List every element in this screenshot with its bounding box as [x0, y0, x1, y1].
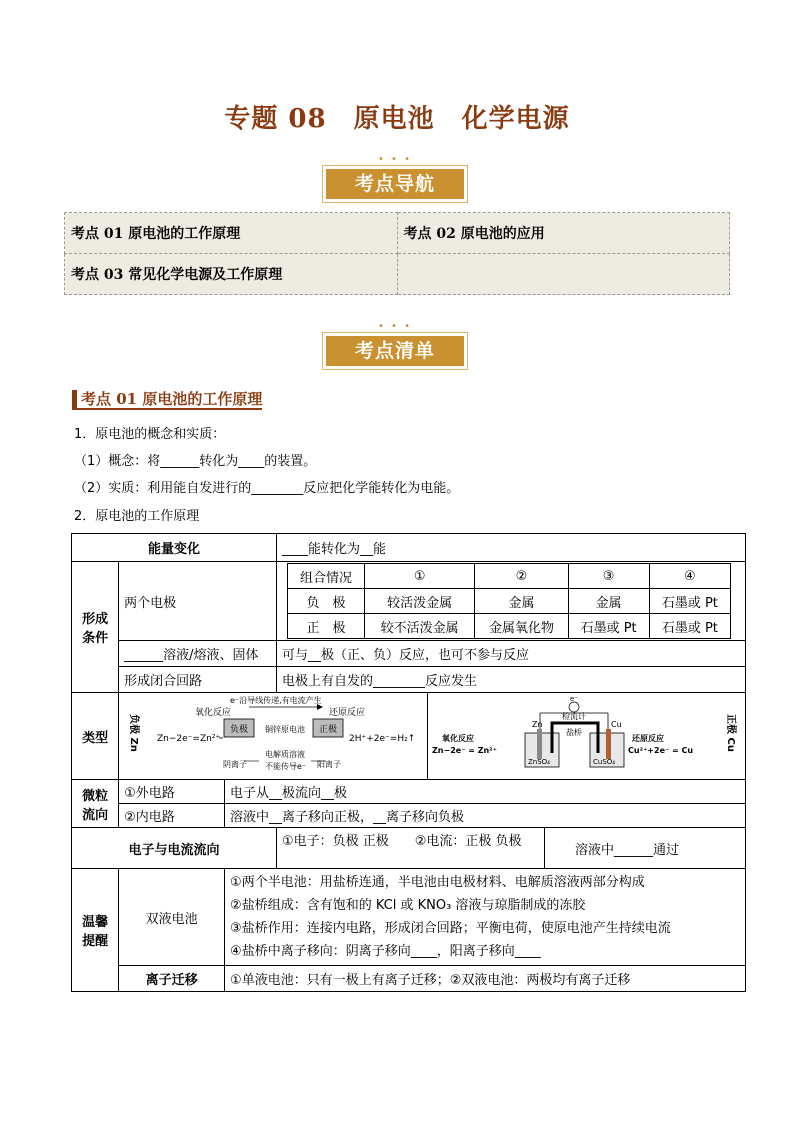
tip-1: ①两个半电池：用盐桥连通，半电池由电极材料、电解质溶液两部分构成 [230, 875, 645, 890]
oxidation-label: 氧化反应 [195, 708, 232, 718]
pos-row-0: 正 极 [287, 614, 364, 639]
energy-value: ____能转化为__能 [276, 534, 745, 562]
pos-row-4: 石墨或 Pt [649, 614, 730, 639]
particle-label: 微粒流向 [72, 780, 119, 828]
reduction-label: 还原反应 [329, 708, 366, 718]
tip-3: ③盐桥作用：连接内电路，形成闭合回路；平衡电荷，使原电池产生持续电流 [230, 921, 671, 936]
outer-label: ①外电路 [119, 780, 225, 804]
anion-label: 阴离子 [223, 760, 248, 769]
cell-name-label: 铜锌原电池 [265, 725, 306, 734]
page-title: 专题 08 原电池 化学电源 [224, 104, 570, 134]
combo-header-2: ② [475, 564, 568, 589]
double-label: 双液电池 [119, 869, 225, 966]
ec-cell [276, 828, 745, 869]
nav-item-02[interactable]: 考点 02 原电池的应用 [397, 213, 730, 254]
ion-label: 离子迁移 [119, 966, 225, 992]
badge-list: • • • 考点清单 [322, 323, 468, 369]
ec-right: 溶液中______通过 [544, 828, 745, 868]
bridge-label: 盐桥 [565, 728, 582, 737]
zn-electrode [537, 729, 542, 759]
salt-bridge-diagram [428, 693, 745, 775]
section-heading: 考点 01 原电池的工作原理 [72, 390, 262, 410]
reduction-label-2: 还原反应 [631, 734, 664, 743]
nav-item-03[interactable]: 考点 03 常见化学电源及工作原理 [65, 254, 398, 295]
right-equation: 2H⁺+2e⁻=H₂↑ [349, 734, 416, 744]
reduction-eq-2: Cu²⁺+2e⁻ = Cu [627, 746, 694, 755]
badge-nav-label: 考点导航 [326, 169, 464, 199]
pos-row-3: 石墨或 Pt [568, 614, 649, 639]
left-equation: Zn−2e⁻=Zn²⁺ [157, 734, 221, 744]
ec-label: 电子与电流流向 [72, 828, 277, 869]
neg-row-3: 金属 [568, 589, 649, 614]
solution-label: ______溶液/熔液、固体 [119, 641, 277, 667]
combo-header-4: ④ [649, 564, 730, 589]
line-4: 2．原电池的工作原理 [74, 509, 200, 524]
circuit-value: 电极上有自发的________反应发生 [276, 667, 745, 693]
cation-label: 阳离子 [317, 760, 342, 769]
outer-value: 电子从__极流向__极 [225, 780, 746, 804]
pos-electrode-label: 正极 [319, 725, 338, 735]
form-label: 形成条件 [72, 562, 119, 693]
combo-header-3: ③ [568, 564, 649, 589]
side-right-label: 正极 Cu [724, 714, 736, 752]
side-left-label: 负极 Zn [128, 714, 140, 752]
tip-4: ④盐桥中离子移向：阴离子移向____，阳离子移向____ [230, 944, 541, 959]
combo-header-1: ① [364, 564, 474, 589]
electrolyte-label: 电解质溶液 [265, 750, 306, 759]
two-electrodes-label: 两个电极 [119, 562, 277, 641]
badge-list-label: 考点清单 [326, 336, 464, 366]
pos-row-2: 金属氧化物 [475, 614, 568, 639]
electron-label: e⁻ [569, 695, 578, 703]
combo-table [287, 563, 731, 639]
neg-electrode-label: 负极 [230, 725, 249, 735]
electrolyte-note: 不能传导e⁻ [265, 762, 307, 771]
topic-nav-table [64, 212, 730, 295]
solution-value: 可与__极（正、负）反应，也可不参与反应 [276, 641, 745, 667]
zn-label: Zn [531, 720, 543, 729]
circuit-label: 形成闭合回路 [119, 667, 277, 693]
neg-row-2: 金属 [475, 589, 568, 614]
inner-value: 溶液中__离子移向正极，__离子移向负极 [225, 804, 746, 828]
principle-table [71, 533, 746, 992]
badge-nav: • • • 考点导航 [322, 156, 468, 202]
meter-icon [569, 702, 579, 712]
line-1: 1．原电池的概念和实质： [74, 427, 226, 442]
pos-row-1: 较不活泼金属 [364, 614, 474, 639]
inner-label: ②内电路 [119, 804, 225, 828]
neg-row-1: 较活泼金属 [364, 589, 474, 614]
tips-cell [225, 869, 746, 966]
energy-label: 能量变化 [72, 534, 277, 562]
neg-row-4: 石墨或 Pt [649, 589, 730, 614]
combo-cell [276, 562, 745, 641]
diagram-salt-bridge [427, 693, 745, 780]
line-3: （2）实质：利用能自发进行的________反应把化学能转化为电能。 [74, 481, 460, 496]
tip-2: ②盐桥组成：含有饱和的 KCl 或 KNO₃ 溶液与琼脂制成的冻胶 [230, 898, 586, 913]
zn-cu-cell-diagram [119, 693, 425, 775]
combo-header-0: 组合情况 [287, 564, 364, 589]
ec-value: ①电子：负极 正极 ②电流：正极 负极 [281, 834, 522, 849]
meter-label: 检流计 [561, 712, 586, 721]
line-2: （1）概念：将______转化为____的装置。 [74, 454, 317, 469]
oxidation-label-2: 氧化反应 [441, 734, 474, 743]
ion-value: ①单液电池：只有一极上有离子迁移；②双液电池：两极均有离子迁移 [225, 966, 746, 992]
type-label: 类型 [72, 693, 119, 780]
znso4-label: ZnSO₄ [527, 758, 550, 766]
neg-row-0: 负 极 [287, 589, 364, 614]
nav-item-01[interactable]: 考点 01 原电池的工作原理 [65, 213, 398, 254]
electron-flow-label: e⁻沿导线传递,有电流产生 [230, 696, 322, 705]
nav-empty-cell [397, 254, 730, 295]
cu-label: Cu [610, 720, 622, 729]
cu-electrode [606, 729, 611, 759]
tip-label: 温馨提醒 [72, 869, 119, 992]
cuso4-label: CuSO₄ [592, 758, 616, 766]
oxidation-eq-2: Zn−2e⁻ = Zn²⁺ [431, 746, 497, 755]
diagram-galvanic-cell [119, 693, 428, 780]
